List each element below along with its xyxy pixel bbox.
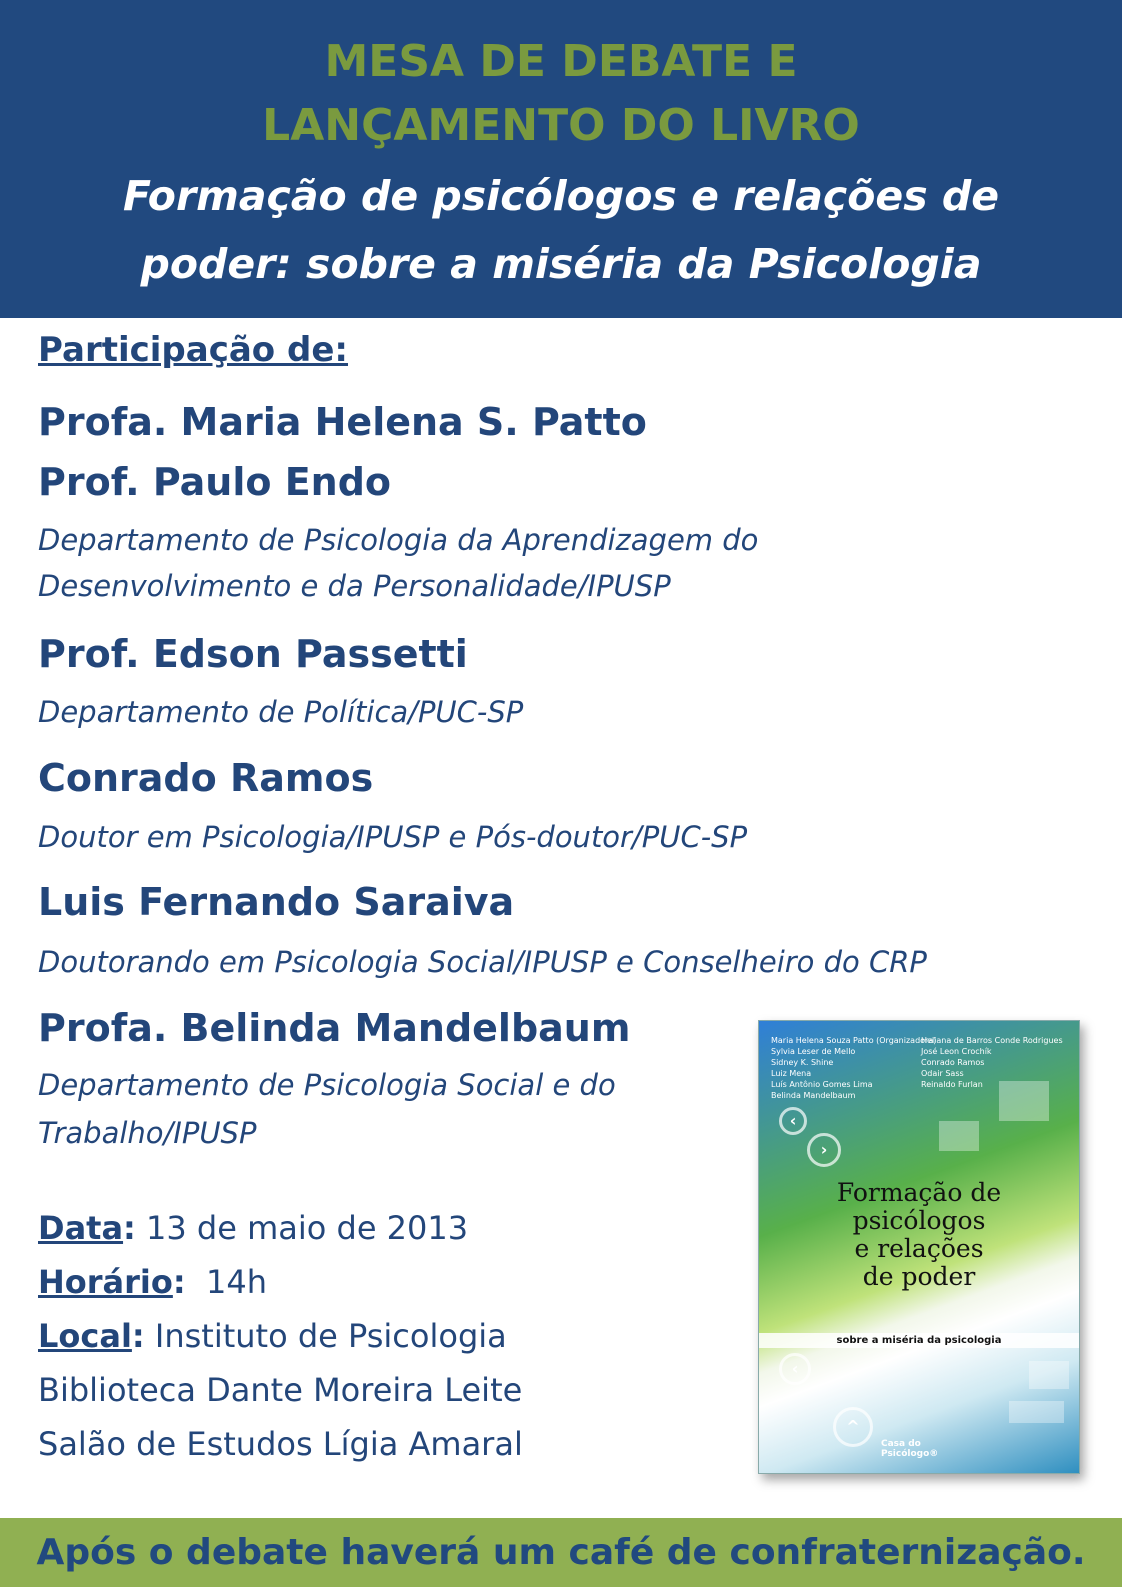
event-place-line-2: Biblioteca Dante Moreira Leite: [38, 1371, 523, 1409]
participant-name: Profa. Maria Helena S. Patto: [38, 400, 647, 444]
place-value: Instituto de Psicologia: [144, 1317, 507, 1355]
time-label: Horário: [38, 1263, 173, 1301]
participants-title: Participação de:: [38, 330, 349, 370]
book-authors-right: Heliana de Barros Conde Rodrigues José Leon Crochík Conrado Ramos Odair Sass Reinaldo Furlan: [921, 1036, 1063, 1089]
circle-arrow-icon: ‹: [779, 1107, 807, 1135]
footer-text: Após o debate haverá um café de confraternização.: [36, 1532, 1086, 1573]
header-line-1: MESA DE DEBATE E: [324, 36, 798, 87]
date-value: 13 de maio de 2013: [135, 1209, 469, 1247]
participant-affiliation: Departamento de Psicologia Social e do: [38, 1068, 616, 1102]
event-place: Local: Instituto de Psicologia: [38, 1317, 507, 1355]
circle-arrow-icon: ‹: [779, 1353, 811, 1385]
book-cover-image: [758, 1020, 1080, 1474]
participant-name: Conrado Ramos: [38, 756, 374, 800]
publisher-logo: Casa do Psicólogo®: [881, 1439, 939, 1459]
participant-name: Profa. Belinda Mandelbaum: [38, 1006, 631, 1050]
circle-arrow-icon: ›: [807, 1133, 841, 1167]
participant-affiliation: Doutor em Psicologia/IPUSP e Pós-doutor/PUC-SP: [38, 820, 748, 854]
participant-affiliation: Departamento de Política/PUC-SP: [38, 695, 524, 729]
event-date: Data: 13 de maio de 2013: [38, 1209, 469, 1247]
book-cover-title: Formação de psicólogos e relações de poder: [836, 1178, 1002, 1291]
participant-name: Prof. Paulo Endo: [38, 460, 392, 504]
participant-affiliation: Doutorando em Psicologia Social/IPUSP e Conselheiro do CRP: [38, 945, 927, 979]
circle-arrow-icon: ^: [833, 1407, 873, 1447]
event-place-line-3: Salão de Estudos Lígia Amaral: [38, 1425, 523, 1463]
participant-name: Prof. Edson Passetti: [38, 632, 468, 676]
participant-affiliation: Desenvolvimento e da Personalidade/IPUSP: [38, 569, 671, 603]
participant-affiliation: Trabalho/IPUSP: [38, 1116, 257, 1150]
participant-name: Luis Fernando Saraiva: [38, 880, 515, 924]
book-title-line-1: Formação de psicólogos e relações de: [122, 172, 1000, 220]
date-label: Data: [38, 1209, 124, 1247]
book-cover-subtitle: sobre a miséria da psicologia: [759, 1333, 1079, 1348]
header-line-2: LANÇAMENTO DO LIVRO: [262, 100, 860, 151]
participant-affiliation: Departamento de Psicologia da Aprendizagem do: [38, 523, 759, 557]
header-banner: [0, 0, 1122, 318]
book-title-line-2: poder: sobre a miséria da Psicologia: [140, 240, 982, 288]
footer-banner: [0, 1518, 1122, 1587]
time-value: 14h: [185, 1263, 268, 1301]
place-label: Local: [38, 1317, 132, 1355]
book-authors-left: Maria Helena Souza Patto (Organizadora) Sylvia Leser de Mello Sidney K. Shine Luiz Mena Luís Antônio Gomes Lima Belinda Mandelbaum: [771, 1036, 937, 1100]
event-time: Horário: 14h: [38, 1263, 268, 1301]
